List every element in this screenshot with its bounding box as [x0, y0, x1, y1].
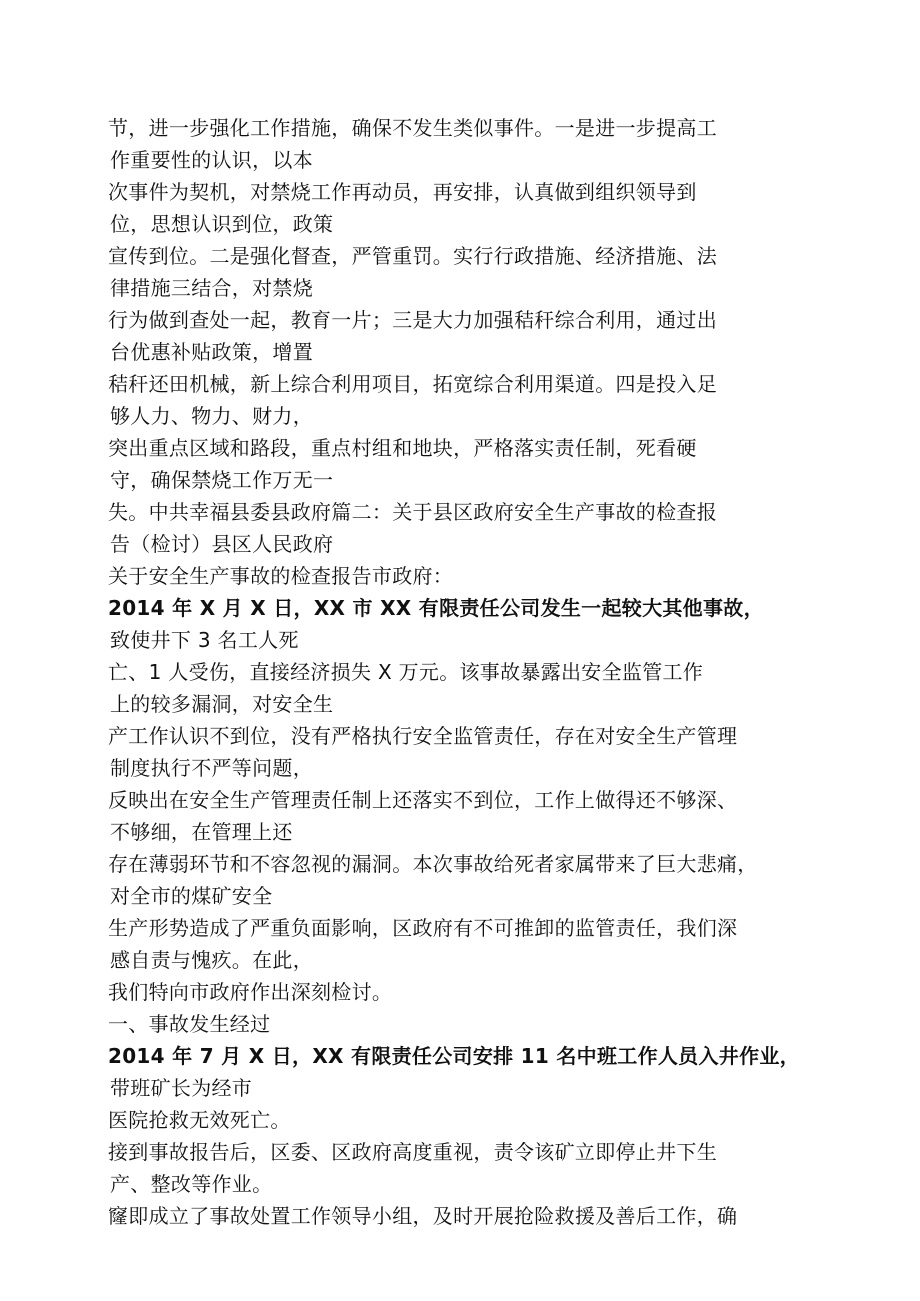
text-line: 带班矿长为经市: [110, 1076, 253, 1100]
section-heading: 一、事故发生经过: [108, 1012, 271, 1036]
text-line: 台优惠补贴政策，增置: [110, 340, 313, 364]
text-line: 告（检讨）县区人民政府: [110, 532, 334, 556]
text-line: 致使井下 3 名工人死: [110, 628, 299, 652]
text-line: 关于安全生产事故的检查报告市政府：: [108, 564, 454, 588]
text-line: 位，思想认识到位，政策: [110, 212, 334, 236]
text-line: 宣传到位。二是强化督查，严管重罚。实行行政措施、经济措施、法: [108, 244, 717, 268]
text-line: 生产形势造成了严重负面影响，区政府有不可推卸的监管责任，我们深: [108, 916, 738, 940]
text-line: 律措施三结合，对禁烧: [110, 276, 313, 300]
text-line: 2014 年 X 月 X 日，XX 市 XX 有限责任公司发生一起较大其他事故，: [108, 596, 764, 620]
text-line: 作重要性的认识，以本: [110, 148, 313, 172]
text-line: 次事件为契机，对禁烧工作再动员，再安排，认真做到组织领导到: [108, 180, 697, 204]
text-line: 接到事故报告后，区委、区政府高度重视，责令该矿立即停止井下生: [108, 1140, 717, 1164]
text-line: 亡、1 人受伤，直接经济损失 X 万元。该事故暴露出安全监管工作: [108, 660, 704, 684]
text-line: 我们特向市政府作出深刻检讨。: [108, 980, 393, 1004]
text-line: 2014 年 7 月 X 日，XX 有限责任公司安排 11 名中班工作人员入井作业，: [108, 1044, 800, 1068]
text-line: 秸秆还田机械，新上综合利用项目，拓宽综合利用渠道。四是投入足: [108, 372, 717, 396]
text-line: 感自责与愧疚。在此，: [110, 948, 313, 972]
text-line: 够人力、物力、财力，: [110, 404, 313, 428]
text-line: 反映出在安全生产管理责任制上还落实不到位，工作上做得还不够深、: [108, 788, 738, 812]
text-line: 存在薄弱环节和不容忽视的漏洞。本次事故给死者家属带来了巨大悲痛，: [108, 852, 758, 876]
text-line: 节，进一步强化工作措施，确保不发生类似事件。一是进一步提高工: [108, 116, 717, 140]
text-line: 窿即成立了事故处置工作领导小组，及时开展抢险救援及善后工作，确: [108, 1204, 738, 1228]
document-body: [108, 112, 838, 1232]
text-line: 产工作认识不到位，没有严格执行安全监管责任，存在对安全生产管理: [108, 724, 738, 748]
text-line: 失。中共幸福县委县政府篇二：关于县区政府安全生产事故的检查报: [108, 500, 717, 524]
text-line: 医院抢救无效死亡。: [108, 1108, 291, 1132]
text-line: 突出重点区域和路段，重点村组和地块，严格落实责任制，死看硬: [108, 436, 697, 460]
text-line: 行为做到查处一起，教育一片；三是大力加强秸秆综合利用，通过出: [108, 308, 717, 332]
text-line: 守，确保禁烧工作万无一: [110, 468, 334, 492]
text-line: 不够细，在管理上还: [110, 820, 293, 844]
text-line: 产、整改等作业。: [110, 1172, 273, 1196]
text-line: 上的较多漏洞，对安全生: [110, 692, 334, 716]
text-line: 对全市的煤矿安全: [110, 884, 273, 908]
text-line: 制度执行不严等问题，: [110, 756, 313, 780]
